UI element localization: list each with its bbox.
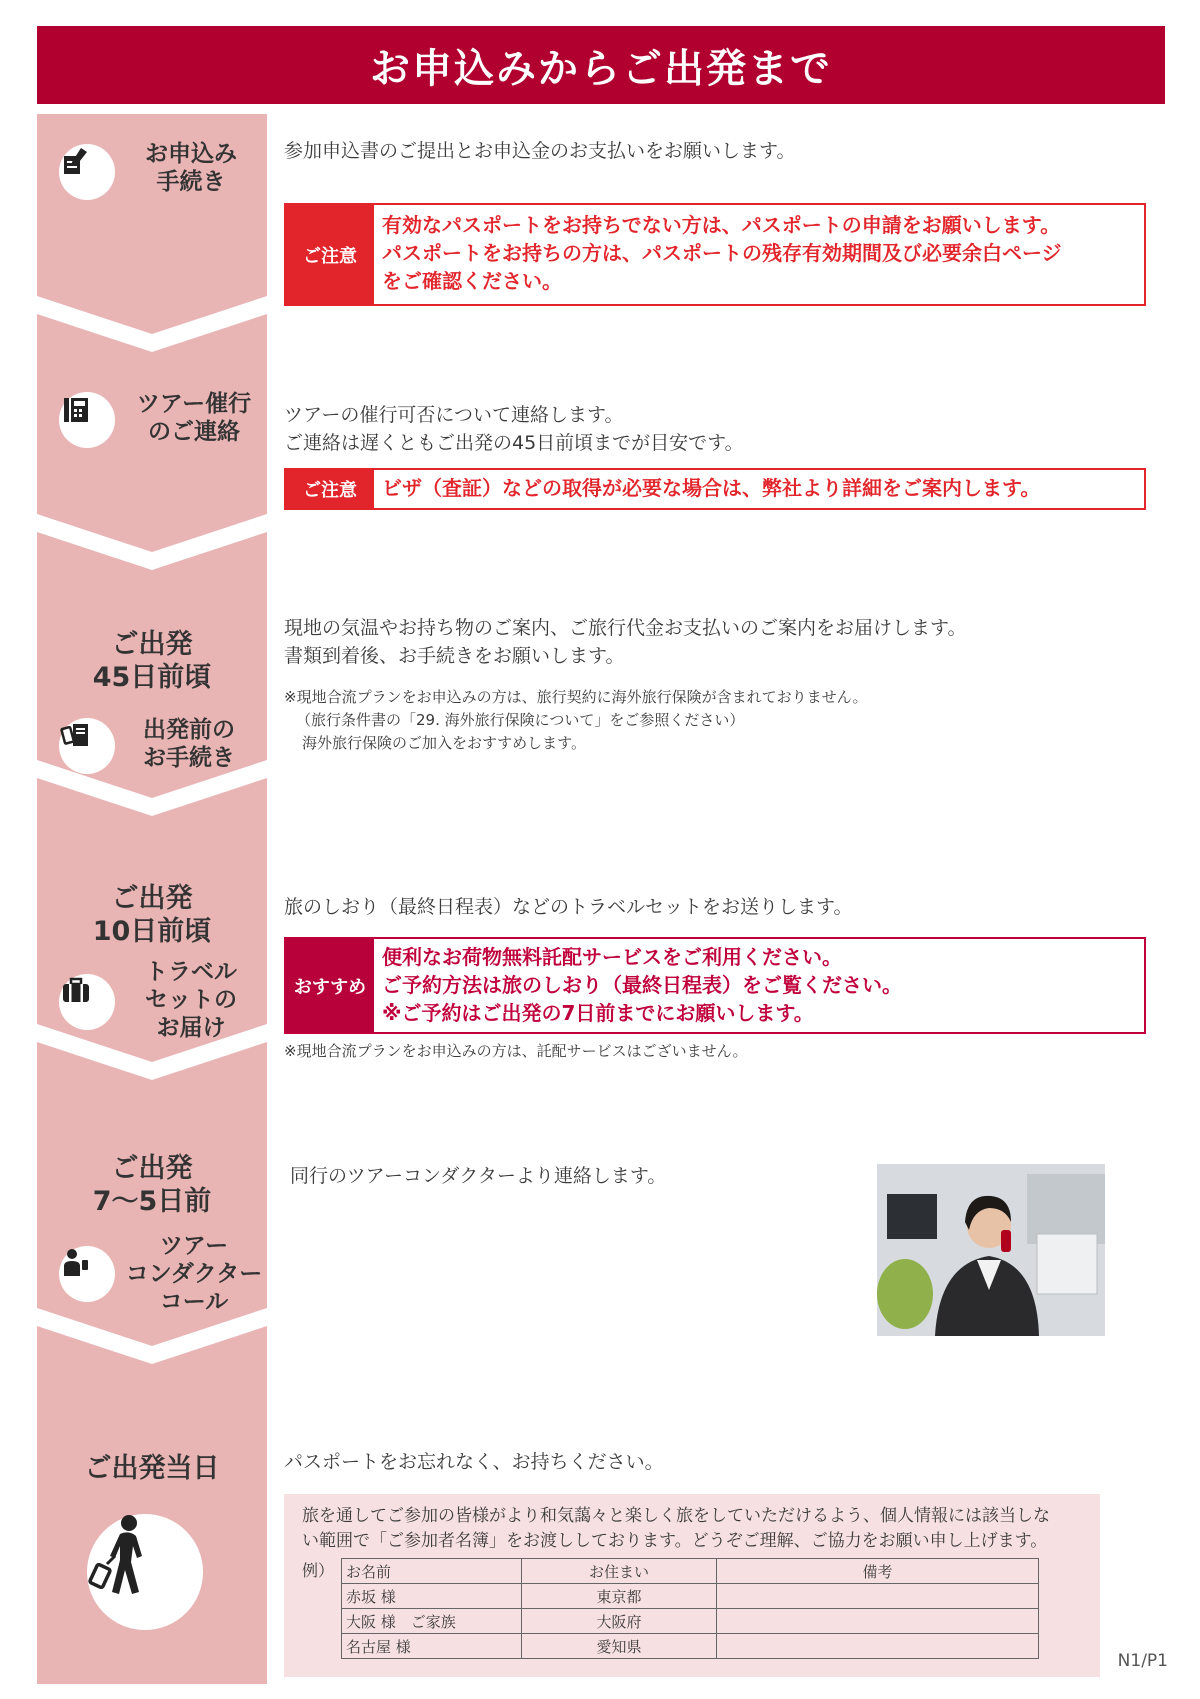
table-cell: 名古屋 様 <box>342 1634 522 1659</box>
step-label-d45: 出発前の お手続き <box>143 717 235 771</box>
page-code: N1/P1 <box>1117 1651 1168 1671</box>
table-header-cell: お名前 <box>342 1559 522 1584</box>
step-time-d10: ご出発 10日前頃 <box>92 883 212 947</box>
table-cell: 大阪 様 ご家族 <box>342 1609 522 1634</box>
apply-text: 参加申込書のご提出とお申込金のお支払いをお願いします。 <box>284 140 796 162</box>
document-pen-icon <box>59 144 115 200</box>
page-title-banner: お申込みからご出発まで <box>37 26 1165 104</box>
confirm-text-1: ツアーの催行可否について連絡します。 <box>284 404 624 426</box>
d45-text-1: 現地の気温やお持ち物のご案内、ご旅行代金お支払いのご案内をお届けします。 <box>284 617 967 639</box>
d45-note-3: 海外旅行保険のご加入をおすすめします。 <box>302 734 586 752</box>
d10-text: 旅のしおり（最終日程表）などのトラベルセットをお送りします。 <box>284 896 853 918</box>
namebox-intro: 旅を通してご参加の皆様がより和気藹々と楽しく旅をしていただけるよう、個人情報には該当しな い範囲で「ご参加者名簿」をお渡ししております。どうぞご理解、ご協力をお願い申し上げます。 <box>302 1506 1050 1551</box>
d10-note: ※現地合流プランをお申込みの方は、託配サービスはございません。 <box>284 1042 748 1060</box>
step-time-d7: ご出発 7〜5日前 <box>92 1153 212 1217</box>
table-cell: 愛知県 <box>522 1634 717 1659</box>
table-header-row <box>342 1559 1039 1584</box>
step-time-d45: ご出発 45日前頃 <box>92 629 212 693</box>
notice-tag: おすすめ <box>286 939 374 1032</box>
table-cell <box>717 1634 1039 1659</box>
notice-body: ビザ（査証）などの取得が必要な場合は、弊社より詳細をご案内します。 <box>382 476 1041 500</box>
conductor-photo <box>877 1164 1105 1336</box>
table-cell: 東京都 <box>522 1584 717 1609</box>
notice-visa <box>284 468 1146 510</box>
notice-passport <box>284 203 1146 306</box>
table-cell <box>717 1584 1039 1609</box>
participant-example-table <box>341 1558 1039 1659</box>
confirm-text-2: ご連絡は遅くともご出発の45日前頃までが目安です。 <box>284 432 744 454</box>
timeline-rail <box>37 114 267 1684</box>
rail-segment-day <box>37 1326 267 1684</box>
step-label-apply: お申込み 手続き <box>145 141 237 195</box>
d45-note-1: ※現地合流プランをお申込みの方は、旅行契約に海外旅行保険が含まれておりません。 <box>284 688 868 706</box>
calendar-icon <box>59 392 115 448</box>
notice-recommend <box>284 937 1146 1034</box>
suitcase-icon <box>59 974 115 1030</box>
example-label: 例） <box>302 1561 335 1580</box>
table-cell <box>717 1609 1039 1634</box>
table-header-cell: 備考 <box>717 1559 1039 1584</box>
d45-text-2: 書類到着後、お手続きをお願いします。 <box>284 645 625 667</box>
day-text: パスポートをお忘れなく、お持ちください。 <box>284 1451 664 1473</box>
table-cell: 赤坂 様 <box>342 1584 522 1609</box>
notice-tag: ご注意 <box>286 205 374 304</box>
participant-list-notice <box>284 1494 1100 1677</box>
table-row <box>342 1584 1039 1609</box>
traveler-luggage-icon <box>87 1514 203 1630</box>
person-phone-icon <box>59 1246 115 1302</box>
d7-text: 同行のツアーコンダクターより連絡します。 <box>290 1165 667 1187</box>
table-cell: 大阪府 <box>522 1609 717 1634</box>
notice-tag: ご注意 <box>286 470 374 508</box>
notice-body: 有効なパスポートをお持ちでない方は、パスポートの申請をお願いします。 パスポートをお持ちの方は、パスポートの残存有効期間及び必要余白ページ をご確認ください。 <box>382 213 1062 293</box>
step-time-day: ご出発当日 <box>84 1453 220 1484</box>
documents-phone-icon <box>59 718 115 774</box>
notice-body: 便利なお荷物無料託配サービスをご利用ください。 ご予約方法は旅のしおり（最終日程表）をご覧ください。 ※ご予約はご出発の7日前までにお願いします。 <box>382 945 902 1025</box>
table-header-cell: お住まい <box>522 1559 717 1584</box>
step-label-confirm: ツアー催行 のご連絡 <box>136 391 252 445</box>
table-row <box>342 1609 1039 1634</box>
table-row <box>342 1634 1039 1659</box>
step-label-d7: ツアー コンダクター コール <box>125 1233 263 1315</box>
step-label-d10: トラベル セットの お届け <box>145 959 237 1041</box>
d45-note-2: （旅行条件書の「29. 海外旅行保険について」をご参照ください） <box>296 711 745 729</box>
